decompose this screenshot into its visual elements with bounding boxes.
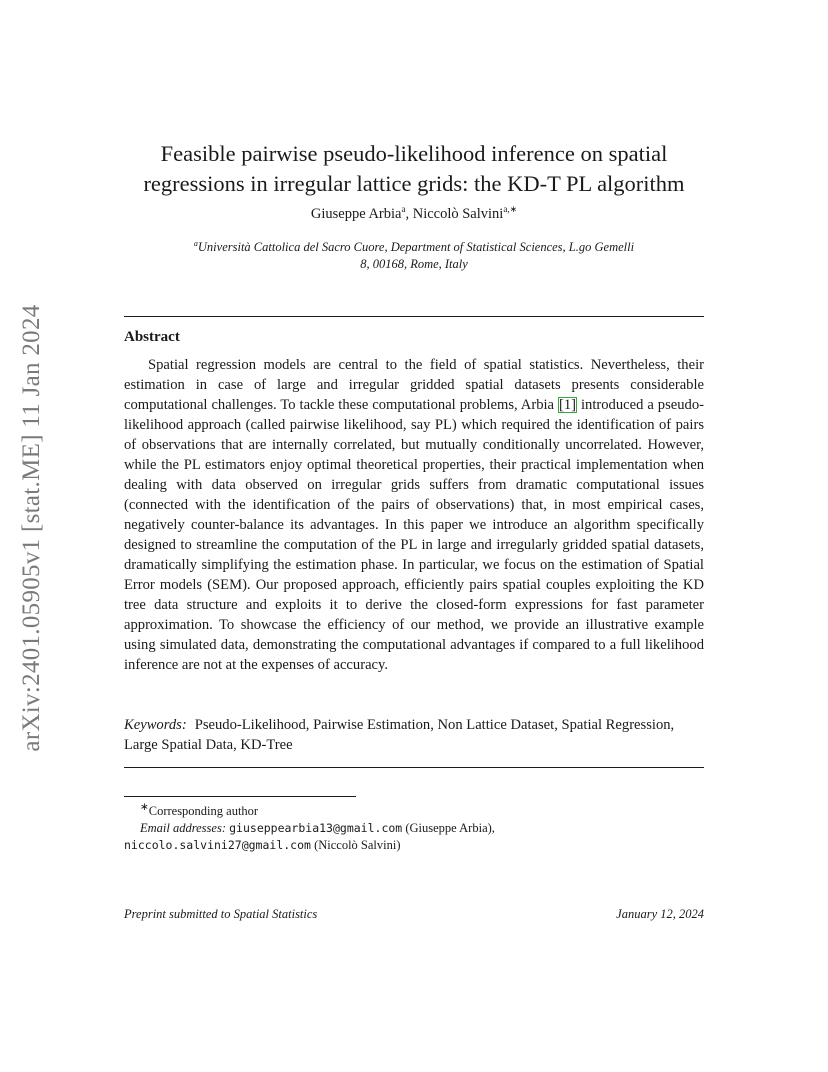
- email-link-arbia[interactable]: giuseppearbia13@gmail.com: [229, 821, 403, 836]
- abstract-text-part-1: Spatial regression models are central to the field of spatial statistics. Nevertheless, their estimation in case of large and irregular gridded spatial datasets presents considerable computational challenges. To tackle these computational problems, Arbia: [124, 357, 704, 413]
- author-arbia-affiliation-mark: a: [401, 204, 406, 214]
- affiliation-line-1: Università Cattolica del Sacro Cuore, Department of Statistical Sciences, L.go Gemelli: [197, 240, 635, 255]
- arxiv-identifier-text: arXiv:2401.05905v1 [stat.ME] 11 Jan 2024: [18, 304, 45, 752]
- abstract-top-rule: [124, 316, 704, 317]
- email-link-salvini[interactable]: niccolo.salvini27@gmail.com: [124, 838, 311, 853]
- footnote-email-line-2: [124, 837, 704, 854]
- keywords-text: Pseudo-Likelihood, Pairwise Estimation, Non Lattice Dataset, Spatial Regression, Large Spatial Data, KD-Tree: [124, 717, 675, 753]
- author-separator: ,: [405, 205, 413, 222]
- author-arbia: Giuseppe Arbia: [310, 205, 402, 222]
- footnote-rule: [124, 796, 356, 797]
- footer-date: January 12, 2024: [616, 907, 704, 921]
- abstract-bottom-rule: [124, 767, 704, 768]
- abstract-text-part-2: introduced a pseudo-likelihood approach (called pairwise likelihood, say PL) which required the identification of pairs of observations that are internally correlated, but mutually conditionally uncorrelated. However, while the PL estimators enjoy optimal theoretical properties, their practical implementation when dealing with data observed on irregular grids suffers from dramatic computational issues (connected with the identification of the pairs of observations) that, in most empirical cases, negatively counter-balance its advantages. In this paper we introduce an algorithm specifically designed to streamline the computation of the PL in large and irregularly gridded spatial datasets, dramatically simplifying the estimation phase. In particular, we focus on the estimation of Spatial Error models (SEM). Our proposed approach, efficiently pairs spatial couples exploiting the KD tree data structure and exploits it to derive the closed-form expressions for fast parameter approximation. To showcase the efficiency of our method, we provide an illustrative example using simulated data, demonstrating the computational advantages if compared to a full likelihood inference are not at the expenses of accuracy.: [124, 397, 704, 673]
- footnote: [124, 799, 704, 854]
- footer-preprint-note: Preprint submitted to Spatial Statistics: [124, 907, 318, 921]
- abstract-heading: Abstract: [124, 329, 180, 345]
- affiliation-line-2: 8, 00168, Rome, Italy: [360, 257, 468, 272]
- email-name-arbia: (Giuseppe Arbia),: [402, 821, 495, 836]
- author-list: [110, 204, 718, 223]
- author-salvini-affiliation-mark: a,∗: [503, 204, 518, 214]
- email-name-salvini: (Niccolò Salvini): [310, 838, 401, 853]
- title-line-1: Feasible pairwise pseudo-likelihood inference on spatial: [160, 141, 668, 167]
- paper-title: [110, 139, 718, 199]
- affiliation: [140, 235, 688, 273]
- footnote-corresponding: [124, 799, 704, 820]
- citation-link-1[interactable]: [1]: [559, 397, 577, 413]
- footnote-email-line-1: [124, 820, 704, 837]
- abstract-text: [124, 355, 704, 675]
- email-addresses-label: Email addresses:: [140, 821, 226, 836]
- footnote-marker: ∗: [140, 802, 149, 813]
- affiliation-mark: a: [193, 239, 198, 248]
- author-salvini: Niccolò Salvini: [412, 205, 504, 222]
- keywords: [124, 715, 704, 755]
- footnote-corresponding-text: Corresponding author: [148, 804, 259, 819]
- title-line-2: regressions in irregular lattice grids: the KD-T PL algorithm: [143, 171, 685, 197]
- keywords-label: Keywords:: [124, 717, 187, 733]
